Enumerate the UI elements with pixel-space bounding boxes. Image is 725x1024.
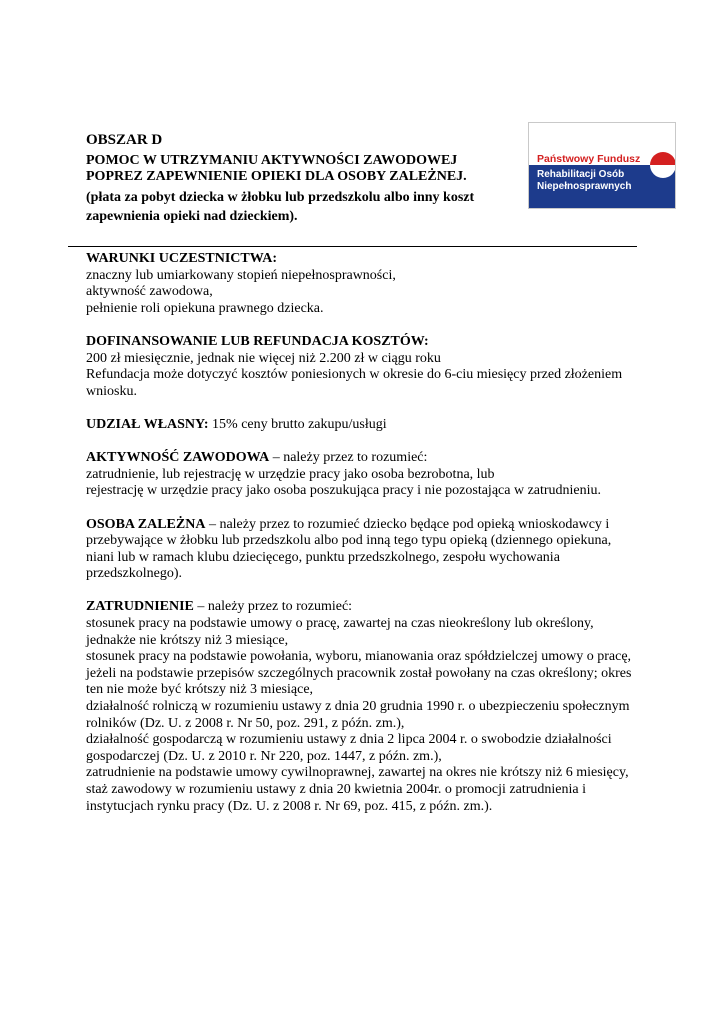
activity-line: zatrudnienie, lub rejestrację w urzędzie pracy jako osoba bezrobotna, lub [86, 466, 495, 482]
area-title: OBSZAR D [86, 132, 163, 148]
section-dependent [86, 517, 641, 583]
employment-intro: – należy przez to rozumieć: [193, 599, 353, 615]
employment-line: staż zawodowy w rozumieniu ustawy z dnia 20 kwietnia 2004r. o promocji zatrudnienia i instytucjach rynku pracy (Dz. U. z 2008 r. Nr 69, poz. 415, z późn. zm.). [86, 782, 586, 814]
funding-heading: DOFINANSOWANIE LUB REFUNDACJA KOSZTÓW: [86, 333, 429, 349]
dependent-heading: OSOBA ZALEŻNA [86, 516, 206, 532]
conditions-line: znaczny lub umiarkowany stopień niepełnosprawności, [86, 267, 396, 283]
section-own-share [86, 417, 641, 434]
area-subtitle [86, 153, 506, 185]
own-share-text: 15% ceny brutto zakupu/usługi [208, 416, 387, 432]
section-activity [86, 450, 641, 500]
employment-line: działalność rolniczą w rozumieniu ustawy z dnia 20 grudnia 1990 r. o ubezpieczeniu społecznym rolników (Dz. U. z 2008 r. Nr 50, poz. 291, z późn. zm.), [86, 699, 630, 731]
employment-heading: ZATRUDNIENIE [86, 599, 194, 615]
document-body [86, 251, 641, 832]
own-share-heading: UDZIAŁ WŁASNY: [86, 416, 209, 432]
logo-subtitle [537, 169, 631, 193]
employment-line: stosunek pracy na podstawie powołania, wyboru, mianowania oraz spółdzielczej umowy o pracę, jeżeli na podstawie przepisów szczególnych pracownik został powołany na czas określony; okres ten nie może być krótszy niż 3 miesiące, [86, 649, 632, 698]
dependent-paragraph [86, 517, 641, 583]
dependent-text: – należy przez to rozumieć dziecko będące pod opieką wnioskodawcy i przebywające w żłobku lub przedszkolu albo pod inną tego typu opieką (dziennego opiekuna, niani lub w ramach klubu dziecięcego, punktu przedszkolnego, zespołu wychowania przedszkolnego). [86, 516, 612, 582]
logo-subtitle-line1: Rehabilitacji Osób [537, 169, 625, 180]
section-employment [86, 599, 641, 815]
area-subtitle-line1: POMOC W UTRZYMANIU AKTYWNOŚCI ZAWODOWEJ [86, 153, 458, 168]
activity-intro: – należy przez to rozumieć: [269, 450, 428, 466]
employment-line: zatrudnienie na podstawie umowy cywilnoprawnej, zawartej na okres nie krótszy niż 6 miesięcy, [86, 765, 629, 781]
employment-paragraph [86, 599, 641, 616]
own-share-paragraph [86, 417, 641, 434]
logo-subtitle-line2: Niepełnosprawnych [537, 181, 632, 192]
logo-name: Państwowy Fundusz [537, 153, 641, 165]
logo-circle-icon [649, 151, 676, 179]
employment-line: stosunek pracy na podstawie umowy o pracę, zawartej na czas nieokreślony lub określony, jednakże nie krótszy niż 3 miesiące, [86, 616, 594, 648]
employment-line: działalność gospodarczą w rozumieniu ustawy z dnia 2 lipca 2004 r. o swobodzie działalności gospodarczej (Dz. U. z 2010 r. Nr 220, poz. 1447, z późn. zm.), [86, 732, 612, 764]
header-divider [68, 246, 637, 247]
area-subtitle-line2: POPREZ ZAPEWNIENIE OPIEKI DLA OSOBY ZALEŻNEJ. [86, 169, 467, 184]
conditions-line: pełnienie roli opiekuna prawnego dziecka. [86, 300, 324, 316]
conditions-line: aktywność zawodowa, [86, 284, 213, 300]
section-conditions [86, 251, 641, 317]
funding-line: Refundacja może dotyczyć kosztów poniesionych w okresie do 6-ciu miesięcy przed złożeniem wniosku. [86, 367, 623, 399]
funding-line: 200 zł miesięcznie, jednak nie więcej niż 2.200 zł w ciągu roku [86, 350, 441, 366]
conditions-heading: WARUNKI UCZESTNICTWA: [86, 251, 277, 266]
pfron-logo [528, 122, 676, 209]
area-note: (płata za pobyt dziecka w żłobku lub przedszkolu albo inny koszt zapewnienia opieki nad dzieckiem). [86, 190, 475, 224]
activity-paragraph [86, 450, 641, 467]
section-funding [86, 334, 641, 400]
activity-heading: AKTYWNOŚĆ ZAWODOWA [86, 450, 270, 466]
activity-line: rejestrację w urzędzie pracy jako osoba poszukująca pracy i nie pozostająca w zatrudnieniu. [86, 483, 602, 499]
document-header [86, 131, 506, 226]
